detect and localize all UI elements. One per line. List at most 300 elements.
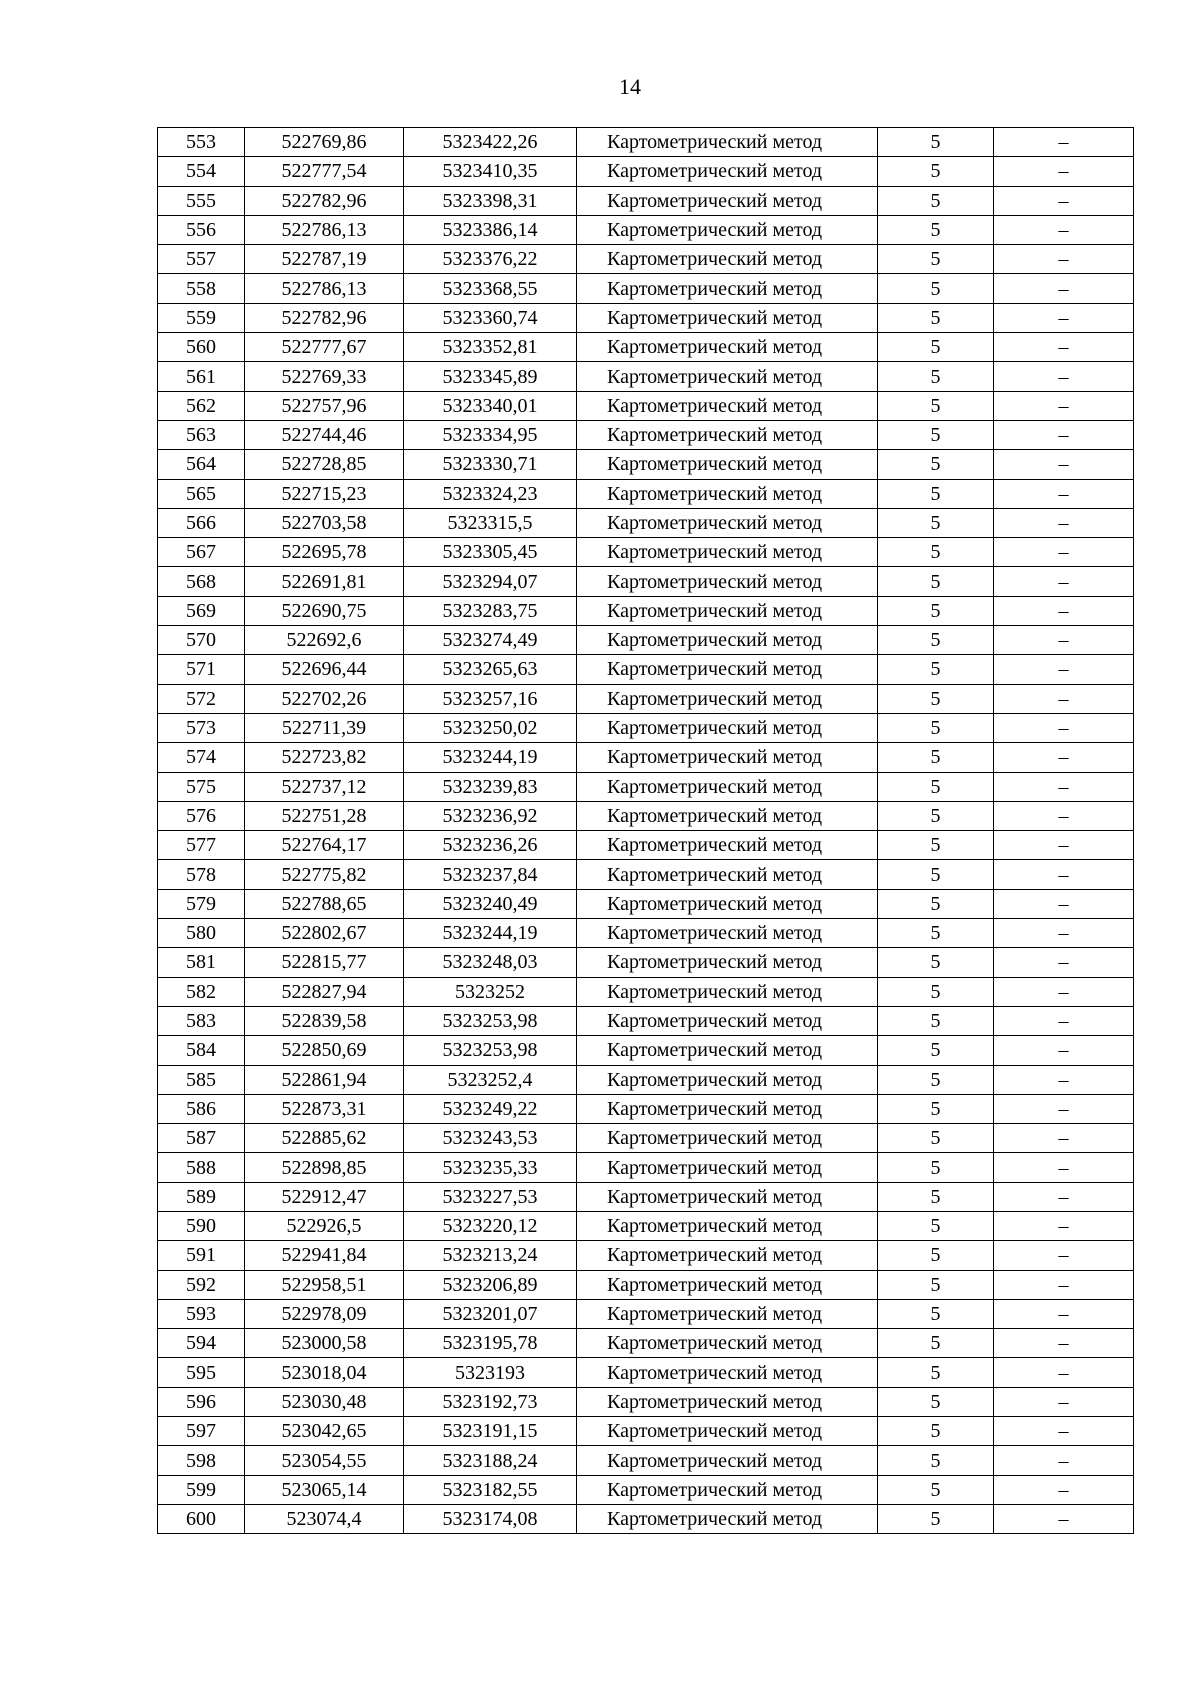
method-cell: Картометрический метод: [577, 245, 878, 274]
x-coordinate-cell: 522690,75: [245, 596, 404, 625]
y-coordinate-cell: 5323257,16: [404, 684, 577, 713]
point-number-cell: 571: [158, 655, 245, 684]
method-cell: Картометрический метод: [577, 1387, 878, 1416]
table-row: [158, 1241, 1134, 1270]
y-coordinate-cell: 5323243,53: [404, 1124, 577, 1153]
y-coordinate-cell: 5323182,55: [404, 1475, 577, 1504]
table-row: [158, 186, 1134, 215]
point-number-cell: 586: [158, 1094, 245, 1123]
method-cell: Картометрический метод: [577, 186, 878, 215]
accuracy-cell: 5: [878, 743, 994, 772]
point-number-cell: 578: [158, 860, 245, 889]
method-cell: Картометрический метод: [577, 1299, 878, 1328]
dash-cell: –: [994, 450, 1134, 479]
point-number-cell: 569: [158, 596, 245, 625]
point-number-cell: 567: [158, 538, 245, 567]
x-coordinate-cell: 522692,6: [245, 626, 404, 655]
point-number-cell: 570: [158, 626, 245, 655]
accuracy-cell: 5: [878, 215, 994, 244]
y-coordinate-cell: 5323253,98: [404, 1036, 577, 1065]
dash-cell: –: [994, 1124, 1134, 1153]
y-coordinate-cell: 5323360,74: [404, 303, 577, 332]
x-coordinate-cell: 522696,44: [245, 655, 404, 684]
dash-cell: –: [994, 713, 1134, 742]
method-cell: Картометрический метод: [577, 1475, 878, 1504]
method-cell: Картометрический метод: [577, 772, 878, 801]
method-cell: Картометрический метод: [577, 420, 878, 449]
x-coordinate-cell: 523065,14: [245, 1475, 404, 1504]
method-cell: Картометрический метод: [577, 1329, 878, 1358]
table-row: [158, 684, 1134, 713]
accuracy-cell: 5: [878, 450, 994, 479]
x-coordinate-cell: 522926,5: [245, 1211, 404, 1240]
table-row: [158, 1299, 1134, 1328]
point-number-cell: 559: [158, 303, 245, 332]
method-cell: Картометрический метод: [577, 860, 878, 889]
x-coordinate-cell: 522769,86: [245, 128, 404, 157]
method-cell: Картометрический метод: [577, 450, 878, 479]
dash-cell: –: [994, 1065, 1134, 1094]
method-cell: Картометрический метод: [577, 1094, 878, 1123]
accuracy-cell: 5: [878, 157, 994, 186]
x-coordinate-cell: 522786,13: [245, 274, 404, 303]
accuracy-cell: 5: [878, 1241, 994, 1270]
table-row: [158, 362, 1134, 391]
x-coordinate-cell: 522711,39: [245, 713, 404, 742]
table-row: [158, 567, 1134, 596]
y-coordinate-cell: 5323265,63: [404, 655, 577, 684]
dash-cell: –: [994, 274, 1134, 303]
x-coordinate-cell: 522702,26: [245, 684, 404, 713]
dash-cell: –: [994, 1446, 1134, 1475]
point-number-cell: 577: [158, 831, 245, 860]
method-cell: Картометрический метод: [577, 1153, 878, 1182]
dash-cell: –: [994, 919, 1134, 948]
y-coordinate-cell: 5323274,49: [404, 626, 577, 655]
point-number-cell: 588: [158, 1153, 245, 1182]
dash-cell: –: [994, 1329, 1134, 1358]
y-coordinate-cell: 5323345,89: [404, 362, 577, 391]
accuracy-cell: 5: [878, 333, 994, 362]
method-cell: Картометрический метод: [577, 1065, 878, 1094]
dash-cell: –: [994, 1006, 1134, 1035]
x-coordinate-cell: 522744,46: [245, 420, 404, 449]
accuracy-cell: 5: [878, 655, 994, 684]
x-coordinate-cell: 522898,85: [245, 1153, 404, 1182]
x-coordinate-cell: 522802,67: [245, 919, 404, 948]
method-cell: Картометрический метод: [577, 684, 878, 713]
dash-cell: –: [994, 948, 1134, 977]
method-cell: Картометрический метод: [577, 333, 878, 362]
page-number: 14: [619, 74, 641, 99]
table-row: [158, 626, 1134, 655]
y-coordinate-cell: 5323376,22: [404, 245, 577, 274]
accuracy-cell: 5: [878, 1299, 994, 1328]
x-coordinate-cell: 522850,69: [245, 1036, 404, 1065]
point-number-cell: 600: [158, 1504, 245, 1533]
y-coordinate-cell: 5323422,26: [404, 128, 577, 157]
x-coordinate-cell: 523030,48: [245, 1387, 404, 1416]
point-number-cell: 556: [158, 215, 245, 244]
y-coordinate-cell: 5323315,5: [404, 508, 577, 537]
table-row: [158, 1504, 1134, 1533]
y-coordinate-cell: 5323410,35: [404, 157, 577, 186]
accuracy-cell: 5: [878, 303, 994, 332]
table-row: [158, 801, 1134, 830]
table-row: [158, 1211, 1134, 1240]
x-coordinate-cell: 522941,84: [245, 1241, 404, 1270]
accuracy-cell: 5: [878, 391, 994, 420]
dash-cell: –: [994, 1504, 1134, 1533]
accuracy-cell: 5: [878, 245, 994, 274]
method-cell: Картометрический метод: [577, 1358, 878, 1387]
point-number-cell: 558: [158, 274, 245, 303]
y-coordinate-cell: 5323213,24: [404, 1241, 577, 1270]
dash-cell: –: [994, 1036, 1134, 1065]
dash-cell: –: [994, 1182, 1134, 1211]
point-number-cell: 598: [158, 1446, 245, 1475]
x-coordinate-cell: 522788,65: [245, 889, 404, 918]
y-coordinate-cell: 5323206,89: [404, 1270, 577, 1299]
dash-cell: –: [994, 655, 1134, 684]
method-cell: Картометрический метод: [577, 157, 878, 186]
accuracy-cell: 5: [878, 1417, 994, 1446]
point-number-cell: 575: [158, 772, 245, 801]
table-row: [158, 596, 1134, 625]
accuracy-cell: 5: [878, 713, 994, 742]
table-row: [158, 479, 1134, 508]
dash-cell: –: [994, 1417, 1134, 1446]
y-coordinate-cell: 5323283,75: [404, 596, 577, 625]
point-number-cell: 581: [158, 948, 245, 977]
dash-cell: –: [994, 215, 1134, 244]
method-cell: Картометрический метод: [577, 215, 878, 244]
table-row: [158, 1475, 1134, 1504]
table-row: [158, 420, 1134, 449]
method-cell: Картометрический метод: [577, 391, 878, 420]
dash-cell: –: [994, 1299, 1134, 1328]
table-row: [158, 333, 1134, 362]
table-row: [158, 1270, 1134, 1299]
y-coordinate-cell: 5323227,53: [404, 1182, 577, 1211]
accuracy-cell: 5: [878, 919, 994, 948]
point-number-cell: 599: [158, 1475, 245, 1504]
coordinates-table: [157, 127, 1134, 1534]
dash-cell: –: [994, 801, 1134, 830]
table-row: [158, 274, 1134, 303]
accuracy-cell: 5: [878, 889, 994, 918]
point-number-cell: 595: [158, 1358, 245, 1387]
y-coordinate-cell: 5323330,71: [404, 450, 577, 479]
method-cell: Картометрический метод: [577, 831, 878, 860]
table-row: [158, 948, 1134, 977]
point-number-cell: 572: [158, 684, 245, 713]
accuracy-cell: 5: [878, 860, 994, 889]
coordinates-table-body: [158, 128, 1134, 1534]
x-coordinate-cell: 522737,12: [245, 772, 404, 801]
accuracy-cell: 5: [878, 1006, 994, 1035]
dash-cell: –: [994, 596, 1134, 625]
x-coordinate-cell: 522839,58: [245, 1006, 404, 1035]
method-cell: Картометрический метод: [577, 1036, 878, 1065]
dash-cell: –: [994, 889, 1134, 918]
x-coordinate-cell: 522787,19: [245, 245, 404, 274]
point-number-cell: 564: [158, 450, 245, 479]
dash-cell: –: [994, 538, 1134, 567]
x-coordinate-cell: 522695,78: [245, 538, 404, 567]
dash-cell: –: [994, 157, 1134, 186]
method-cell: Картометрический метод: [577, 508, 878, 537]
y-coordinate-cell: 5323237,84: [404, 860, 577, 889]
method-cell: Картометрический метод: [577, 596, 878, 625]
x-coordinate-cell: 523018,04: [245, 1358, 404, 1387]
y-coordinate-cell: 5323195,78: [404, 1329, 577, 1358]
accuracy-cell: 5: [878, 274, 994, 303]
point-number-cell: 557: [158, 245, 245, 274]
accuracy-cell: 5: [878, 772, 994, 801]
table-row: [158, 245, 1134, 274]
y-coordinate-cell: 5323305,45: [404, 538, 577, 567]
table-row: [158, 831, 1134, 860]
point-number-cell: 553: [158, 128, 245, 157]
method-cell: Картометрический метод: [577, 1006, 878, 1035]
y-coordinate-cell: 5323253,98: [404, 1006, 577, 1035]
point-number-cell: 568: [158, 567, 245, 596]
table-row: [158, 655, 1134, 684]
y-coordinate-cell: 5323188,24: [404, 1446, 577, 1475]
y-coordinate-cell: 5323352,81: [404, 333, 577, 362]
dash-cell: –: [994, 1211, 1134, 1240]
y-coordinate-cell: 5323236,26: [404, 831, 577, 860]
y-coordinate-cell: 5323249,22: [404, 1094, 577, 1123]
accuracy-cell: 5: [878, 1475, 994, 1504]
table-row: [158, 538, 1134, 567]
x-coordinate-cell: 523042,65: [245, 1417, 404, 1446]
method-cell: Картометрический метод: [577, 1504, 878, 1533]
point-number-cell: 561: [158, 362, 245, 391]
point-number-cell: 587: [158, 1124, 245, 1153]
x-coordinate-cell: 522715,23: [245, 479, 404, 508]
y-coordinate-cell: 5323220,12: [404, 1211, 577, 1240]
y-coordinate-cell: 5323250,02: [404, 713, 577, 742]
x-coordinate-cell: 523074,4: [245, 1504, 404, 1533]
table-row: [158, 391, 1134, 420]
point-number-cell: 566: [158, 508, 245, 537]
accuracy-cell: 5: [878, 186, 994, 215]
y-coordinate-cell: 5323244,19: [404, 743, 577, 772]
x-coordinate-cell: 522703,58: [245, 508, 404, 537]
point-number-cell: 573: [158, 713, 245, 742]
method-cell: Картометрический метод: [577, 1446, 878, 1475]
table-row: [158, 1006, 1134, 1035]
y-coordinate-cell: 5323252,4: [404, 1065, 577, 1094]
x-coordinate-cell: 522815,77: [245, 948, 404, 977]
method-cell: Картометрический метод: [577, 743, 878, 772]
table-row: [158, 772, 1134, 801]
y-coordinate-cell: 5323334,95: [404, 420, 577, 449]
table-row: [158, 1358, 1134, 1387]
accuracy-cell: 5: [878, 1504, 994, 1533]
point-number-cell: 589: [158, 1182, 245, 1211]
table-row: [158, 1182, 1134, 1211]
accuracy-cell: 5: [878, 948, 994, 977]
point-number-cell: 563: [158, 420, 245, 449]
x-coordinate-cell: 522827,94: [245, 977, 404, 1006]
point-number-cell: 580: [158, 919, 245, 948]
point-number-cell: 590: [158, 1211, 245, 1240]
x-coordinate-cell: 522786,13: [245, 215, 404, 244]
point-number-cell: 574: [158, 743, 245, 772]
point-number-cell: 576: [158, 801, 245, 830]
table-row: [158, 157, 1134, 186]
accuracy-cell: 5: [878, 479, 994, 508]
x-coordinate-cell: 522728,85: [245, 450, 404, 479]
point-number-cell: 584: [158, 1036, 245, 1065]
table-row: [158, 889, 1134, 918]
dash-cell: –: [994, 186, 1134, 215]
table-row: [158, 215, 1134, 244]
y-coordinate-cell: 5323235,33: [404, 1153, 577, 1182]
table-row: [158, 303, 1134, 332]
point-number-cell: 592: [158, 1270, 245, 1299]
dash-cell: –: [994, 626, 1134, 655]
point-number-cell: 555: [158, 186, 245, 215]
x-coordinate-cell: 522885,62: [245, 1124, 404, 1153]
y-coordinate-cell: 5323294,07: [404, 567, 577, 596]
method-cell: Картометрический метод: [577, 919, 878, 948]
table-row: [158, 860, 1134, 889]
dash-cell: –: [994, 362, 1134, 391]
x-coordinate-cell: 523000,58: [245, 1329, 404, 1358]
accuracy-cell: 5: [878, 1270, 994, 1299]
table-row: [158, 1446, 1134, 1475]
dash-cell: –: [994, 977, 1134, 1006]
x-coordinate-cell: 522912,47: [245, 1182, 404, 1211]
dash-cell: –: [994, 1153, 1134, 1182]
accuracy-cell: 5: [878, 1329, 994, 1358]
point-number-cell: 596: [158, 1387, 245, 1416]
dash-cell: –: [994, 1094, 1134, 1123]
dash-cell: –: [994, 128, 1134, 157]
table-row: [158, 1153, 1134, 1182]
table-row: [158, 450, 1134, 479]
method-cell: Картометрический метод: [577, 948, 878, 977]
x-coordinate-cell: 522691,81: [245, 567, 404, 596]
accuracy-cell: 5: [878, 1065, 994, 1094]
method-cell: Картометрический метод: [577, 1211, 878, 1240]
x-coordinate-cell: 522782,96: [245, 303, 404, 332]
table-row: [158, 128, 1134, 157]
table-row: [158, 713, 1134, 742]
x-coordinate-cell: 522775,82: [245, 860, 404, 889]
method-cell: Картометрический метод: [577, 801, 878, 830]
method-cell: Картометрический метод: [577, 1182, 878, 1211]
accuracy-cell: 5: [878, 1036, 994, 1065]
y-coordinate-cell: 5323174,08: [404, 1504, 577, 1533]
table-row: [158, 1065, 1134, 1094]
dash-cell: –: [994, 420, 1134, 449]
method-cell: Картометрический метод: [577, 567, 878, 596]
accuracy-cell: 5: [878, 538, 994, 567]
point-number-cell: 554: [158, 157, 245, 186]
x-coordinate-cell: 522777,54: [245, 157, 404, 186]
y-coordinate-cell: 5323236,92: [404, 801, 577, 830]
point-number-cell: 583: [158, 1006, 245, 1035]
accuracy-cell: 5: [878, 1446, 994, 1475]
method-cell: Картометрический метод: [577, 538, 878, 567]
method-cell: Картометрический метод: [577, 889, 878, 918]
dash-cell: –: [994, 1270, 1134, 1299]
table-row: [158, 1036, 1134, 1065]
accuracy-cell: 5: [878, 420, 994, 449]
point-number-cell: 597: [158, 1417, 245, 1446]
x-coordinate-cell: 522723,82: [245, 743, 404, 772]
y-coordinate-cell: 5323386,14: [404, 215, 577, 244]
point-number-cell: 585: [158, 1065, 245, 1094]
table-row: [158, 1124, 1134, 1153]
table-row: [158, 743, 1134, 772]
method-cell: Картометрический метод: [577, 274, 878, 303]
point-number-cell: 560: [158, 333, 245, 362]
method-cell: Картометрический метод: [577, 128, 878, 157]
dash-cell: –: [994, 303, 1134, 332]
accuracy-cell: 5: [878, 362, 994, 391]
x-coordinate-cell: 522764,17: [245, 831, 404, 860]
method-cell: Картометрический метод: [577, 1417, 878, 1446]
table-row: [158, 1387, 1134, 1416]
y-coordinate-cell: 5323398,31: [404, 186, 577, 215]
dash-cell: –: [994, 567, 1134, 596]
point-number-cell: 594: [158, 1329, 245, 1358]
point-number-cell: 593: [158, 1299, 245, 1328]
dash-cell: –: [994, 684, 1134, 713]
accuracy-cell: 5: [878, 977, 994, 1006]
method-cell: Картометрический метод: [577, 977, 878, 1006]
method-cell: Картометрический метод: [577, 479, 878, 508]
table-row: [158, 1329, 1134, 1358]
method-cell: Картометрический метод: [577, 1270, 878, 1299]
accuracy-cell: 5: [878, 596, 994, 625]
accuracy-cell: 5: [878, 1211, 994, 1240]
dash-cell: –: [994, 508, 1134, 537]
x-coordinate-cell: 522751,28: [245, 801, 404, 830]
x-coordinate-cell: 522873,31: [245, 1094, 404, 1123]
method-cell: Картометрический метод: [577, 626, 878, 655]
y-coordinate-cell: 5323191,15: [404, 1417, 577, 1446]
accuracy-cell: 5: [878, 801, 994, 830]
x-coordinate-cell: 522757,96: [245, 391, 404, 420]
x-coordinate-cell: 522861,94: [245, 1065, 404, 1094]
y-coordinate-cell: 5323248,03: [404, 948, 577, 977]
table-row: [158, 1417, 1134, 1446]
method-cell: Картометрический метод: [577, 1124, 878, 1153]
table-row: [158, 977, 1134, 1006]
y-coordinate-cell: 5323252: [404, 977, 577, 1006]
x-coordinate-cell: 522958,51: [245, 1270, 404, 1299]
y-coordinate-cell: 5323244,19: [404, 919, 577, 948]
y-coordinate-cell: 5323340,01: [404, 391, 577, 420]
dash-cell: –: [994, 772, 1134, 801]
accuracy-cell: 5: [878, 1153, 994, 1182]
accuracy-cell: 5: [878, 831, 994, 860]
point-number-cell: 562: [158, 391, 245, 420]
dash-cell: –: [994, 1241, 1134, 1270]
x-coordinate-cell: 522978,09: [245, 1299, 404, 1328]
point-number-cell: 579: [158, 889, 245, 918]
method-cell: Картометрический метод: [577, 1241, 878, 1270]
x-coordinate-cell: 522769,33: [245, 362, 404, 391]
dash-cell: –: [994, 831, 1134, 860]
